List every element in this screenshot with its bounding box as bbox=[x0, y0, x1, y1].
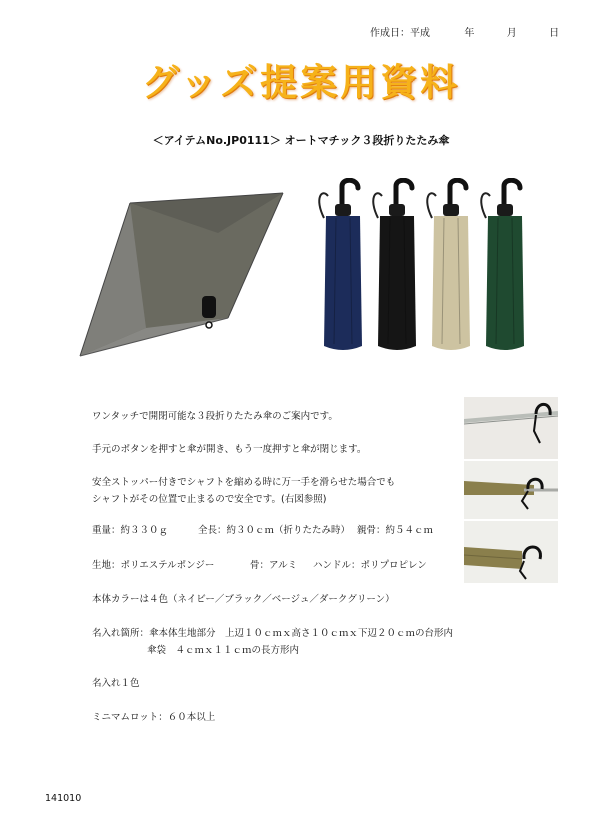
document-id: 141010 bbox=[45, 793, 82, 804]
spec-length: 全長：約３０ｃｍ（折りたたみ時） bbox=[198, 525, 351, 536]
spec-print-colors: 名入れ１色 bbox=[92, 678, 140, 689]
spec-minimum-lot: ミニマムロット：６０本以上 bbox=[92, 712, 216, 723]
spec-colors: 本体カラーは４色（ネイビー／ブラック／ベージュ／ダークグリーン） bbox=[92, 594, 395, 605]
open-umbrella-image bbox=[78, 178, 290, 358]
spec-weight: 重量：約３３０ｇ bbox=[92, 525, 169, 536]
day-label: 日 bbox=[549, 28, 560, 39]
stopper-detail-image-3 bbox=[464, 521, 558, 583]
spec-fabric: 生地：ポリエステルポンジー bbox=[92, 560, 215, 571]
creation-date bbox=[370, 24, 559, 39]
date-label: 作成日：平成 bbox=[370, 28, 430, 39]
stopper-detail-image-2 bbox=[464, 461, 558, 519]
closed-umbrellas-image bbox=[312, 178, 530, 358]
year-label: 年 bbox=[464, 28, 475, 39]
description-line-1: ワンタッチで開閉可能な３段折りたたみ傘のご案内です。 bbox=[92, 411, 338, 422]
spec-handle: ハンドル：ポリプロピレン bbox=[313, 560, 427, 571]
item-name: ＜アイテムNo.JP0111＞ オートマチック３段折りたたみ傘 bbox=[152, 134, 450, 147]
spec-print-area: 名入れ箇所：傘本体生地部分 上辺１０ｃｍｘ高さ１０ｃｍｘ下辺２０ｃｍの台形内 bbox=[92, 628, 454, 639]
spec-rib: 親骨：約５４ｃｍ bbox=[357, 525, 434, 536]
description-line-4: シャフトがその位置で止まるので安全です。(右図参照) bbox=[92, 494, 327, 505]
stopper-detail-image-1 bbox=[464, 397, 558, 459]
month-label: 月 bbox=[506, 28, 517, 39]
description-line-2: 手元のボタンを押すと傘が開き、もう一度押すと傘が閉じます。 bbox=[92, 444, 367, 455]
spec-print-area-bag: 傘袋 ４ｃｍｘ１１ｃｍの長方形内 bbox=[147, 645, 300, 656]
description-line-3: 安全ストッパー付きでシャフトを縮める時に万一手を滑らせた場合でも bbox=[92, 477, 396, 488]
spec-frame: 骨：アルミ bbox=[250, 560, 298, 571]
page-title: グッズ提案用資料 bbox=[141, 61, 461, 104]
